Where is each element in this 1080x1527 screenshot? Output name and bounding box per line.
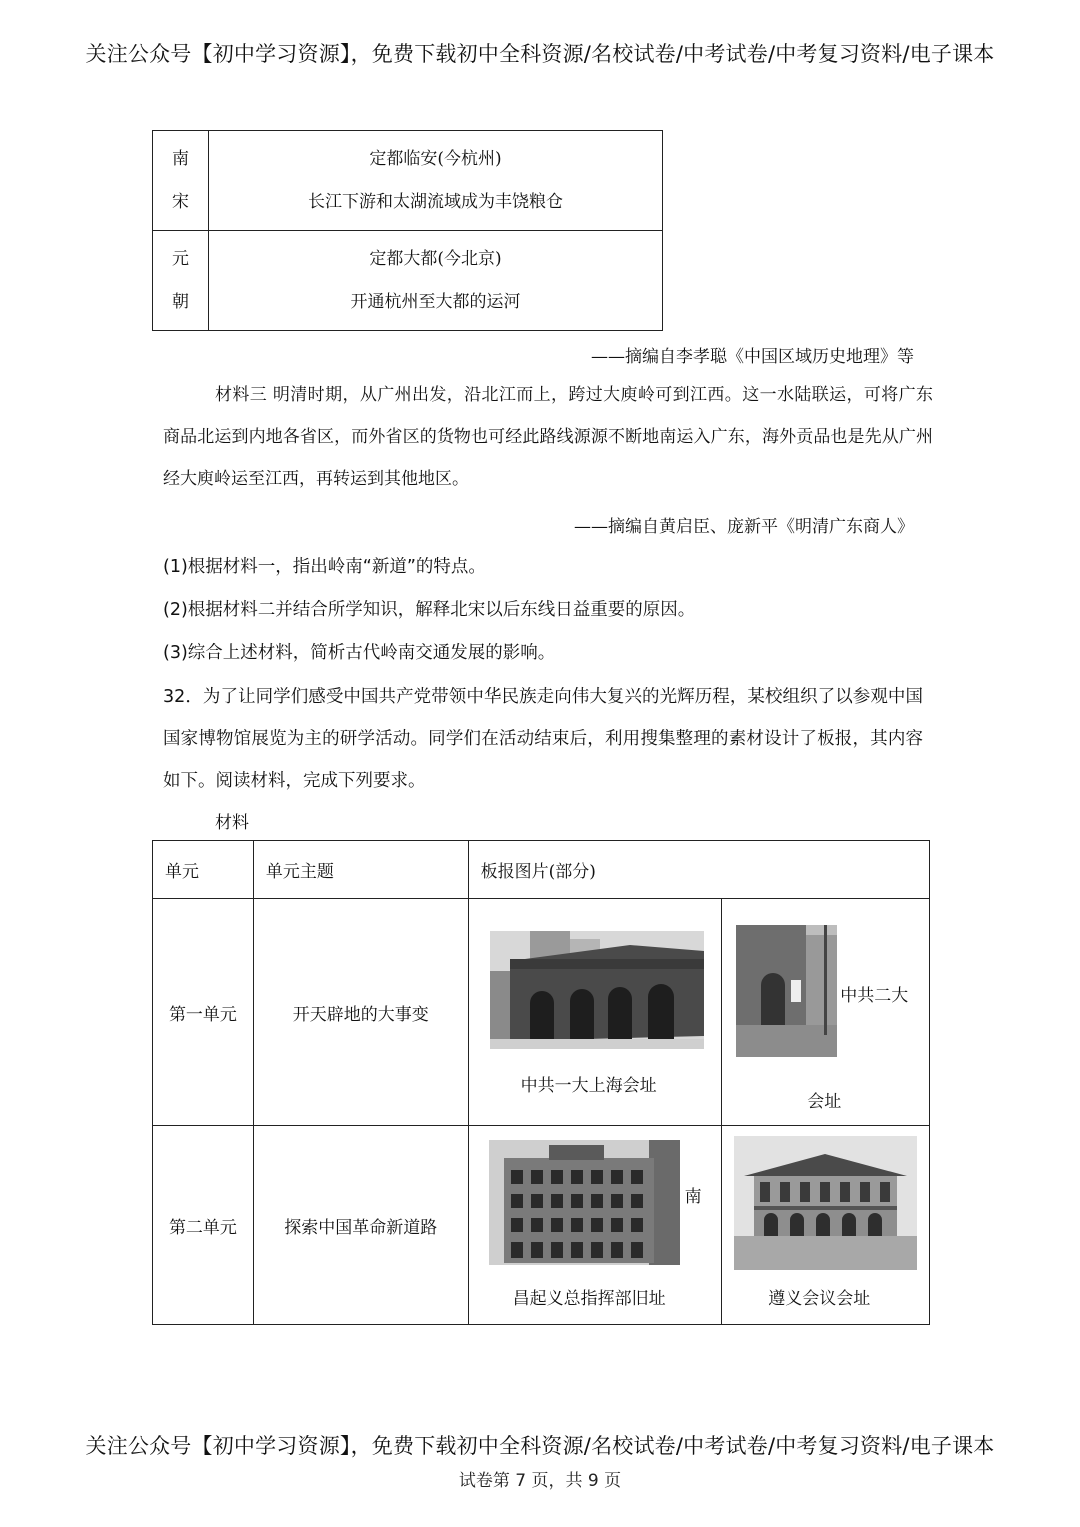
source-citation: ——摘编自李孝聪《中国区域历史地理》等 [591,347,914,367]
board-table [152,840,930,1325]
table-row [153,131,663,231]
dynasty-cell [153,231,209,331]
page-number-footer: 试卷第 7 页，共 9 页 [458,1471,622,1491]
material-3-paragraph: 材料三 明清时期，从广州出发，沿北江而上，跨过大庾岭可到江西。这一水陆联运，可将广东商品北运到内地各省区，而外省区的货物也可经此路线源源不断地南运入广东，海外贡品也是先从广州经大庾岭运至江西，再转运到其他地区。 [163,385,933,489]
header-pictures: 板报图片(部分) [468,841,929,899]
photo-caption: 中共二大 [840,986,909,1006]
theme-cell: 开天辟地的大事变 [253,899,468,1126]
photo-caption: 会址 [807,1092,842,1112]
description-line: 定都临安(今杭州) [369,148,502,169]
picture-cell [722,899,930,1126]
source-citation: ——摘编自黄启臣、庞新平《明清广东商人》 [574,517,914,537]
unit-cell: 第二单元 [153,1126,254,1325]
table-row [153,1126,930,1325]
description-line: 长江下游和太湖流域成为丰饶粮仓 [308,191,563,212]
material-label: 材料 [215,813,249,833]
photo-caption: 南 [684,1187,702,1207]
description-line: 定都大都(今北京) [369,248,502,269]
description-cell [209,131,663,231]
table-row [153,899,930,1126]
photo-zunyi-conference-site [734,1136,917,1270]
photo-nanchang-uprising-hq [489,1140,680,1265]
question-2: (2)根据材料二并结合所学知识，解释北宋以后东线日益重要的原因。 [163,600,696,620]
question-3: (3)综合上述材料，简析古代岭南交通发展的影响。 [163,643,556,663]
dynasty-char: 宋 [172,191,189,212]
dynasty-char: 元 [172,248,189,269]
table-header-row [153,841,930,899]
photo-caption: 昌起义总指挥部旧址 [512,1289,666,1309]
photo-cpc-second-congress-site [736,925,837,1057]
dynasty-cell [153,131,209,231]
picture-cell [722,1126,930,1325]
theme-cell: 探索中国革命新道路 [253,1126,468,1325]
dynasty-table [152,130,663,331]
header-theme: 单元主题 [253,841,468,899]
dynasty-char: 朝 [172,291,189,312]
description-cell [209,231,663,331]
question-1: (1)根据材料一，指出岭南“新道”的特点。 [163,557,486,577]
table-row [153,231,663,331]
photo-caption: 中共一大上海会址 [520,1076,657,1096]
unit-cell: 第一单元 [153,899,254,1126]
promo-banner-bottom: 关注公众号【初中学习资源】，免费下载初中全科资源/名校试卷/中考试卷/中考复习资料/电子课本 [85,1434,995,1458]
picture-cell [468,899,722,1126]
picture-cell [468,1126,722,1325]
question-32-stem: 32．为了让同学们感受中国共产党带领中华民族走向伟大复兴的光辉历程，某校组织了以参观中国国家博物馆展览为主的研学活动。同学们在活动结束后，利用搜集整理的素材设计了板报，其内容如下。阅读材料，完成下列要求。 [163,687,923,791]
promo-banner-top: 关注公众号【初中学习资源】，免费下载初中全科资源/名校试卷/中考试卷/中考复习资料/电子课本 [85,42,995,66]
dynasty-char: 南 [172,148,189,169]
photo-cpc-first-congress-site [490,931,704,1049]
header-unit: 单元 [153,841,254,899]
photo-caption: 遵义会议会址 [768,1289,871,1309]
description-line: 开通杭州至大都的运河 [350,291,521,312]
